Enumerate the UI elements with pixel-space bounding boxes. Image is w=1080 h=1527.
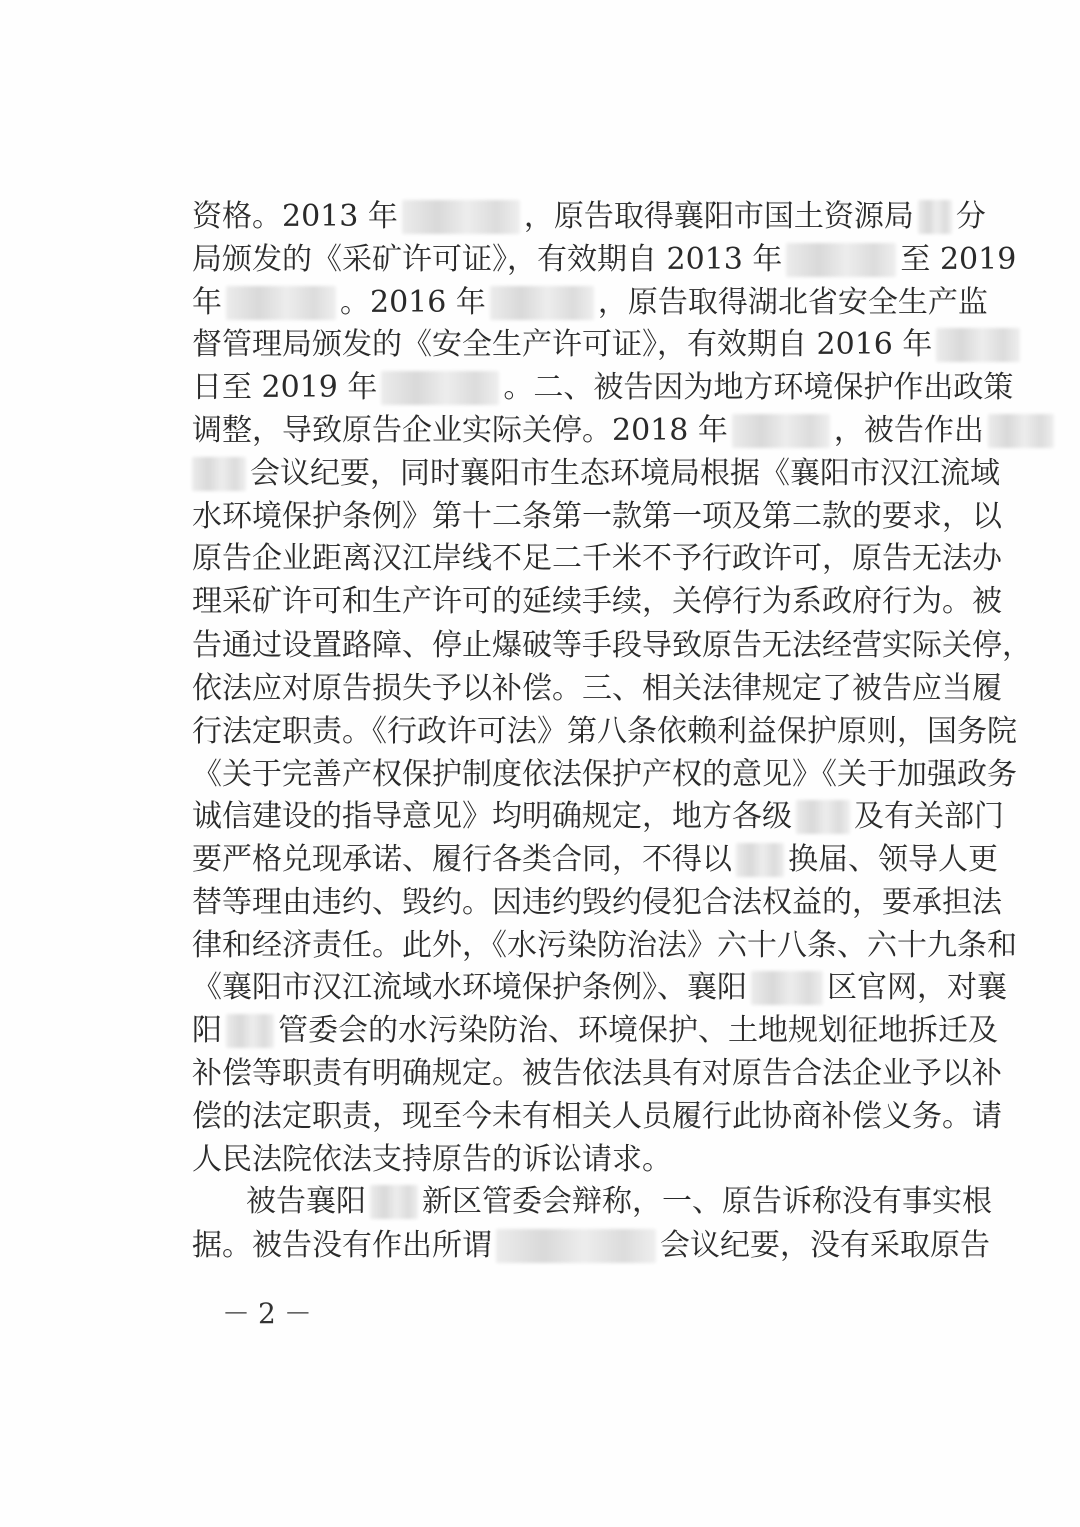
redaction-blur: [732, 414, 830, 448]
text-line: [192, 283, 988, 323]
text-line: [192, 669, 1002, 709]
text-line: [192, 1097, 1002, 1137]
text-segment: 律和经济责任。此外，《水污染防治法》六十八条、六十九条和: [192, 928, 1017, 963]
text-line: [192, 797, 1004, 837]
text-segment: 替等理由违约、毁约。因违约毁约侵犯合法权益的，要承担法: [192, 885, 1002, 920]
text-line: [192, 626, 1032, 666]
text-line: [192, 712, 1017, 752]
text-segment: 区官网，对襄: [827, 970, 1007, 1005]
text-segment: 会议纪要，没有采取原告: [660, 1228, 990, 1263]
text-segment: 年: [192, 285, 222, 320]
text-segment: 要严格兑现承诺、履行各类合同，不得以: [192, 842, 732, 877]
text-segment: 理采矿许可和生产许可的延续手续，关停行为系政府行为。被: [192, 584, 1002, 619]
redaction-blur: [786, 243, 896, 277]
text-segment: 局颁发的《采矿许可证》，有效期自 2013 年: [192, 242, 783, 277]
text-line: [192, 755, 1017, 795]
redaction-blur: [751, 971, 823, 1005]
text-line: [192, 539, 1002, 579]
text-line: [192, 197, 986, 237]
text-line: [192, 368, 1014, 408]
text-segment: 被告襄阳: [246, 1184, 366, 1219]
redaction-blur: [402, 200, 520, 234]
text-segment: 。2016 年: [340, 285, 486, 320]
text-segment: 资格。2013 年: [192, 199, 398, 234]
page-number: －2－: [222, 1297, 320, 1330]
redaction-blur: [496, 1229, 656, 1263]
text-segment: 及有关部门: [854, 799, 1004, 834]
text-line: [192, 325, 933, 365]
text-line: [192, 1011, 998, 1051]
redaction-blur: [796, 800, 850, 834]
text-segment: 水环境保护条例》第十二条第一款第一项及第二款的要求，以: [192, 499, 1002, 534]
text-line: [192, 1226, 990, 1266]
text-segment: ，原告取得湖北省安全生产监: [597, 285, 988, 320]
redaction-blur: [226, 1014, 274, 1048]
redaction-blur: [988, 414, 1054, 448]
text-segment: 人民法院依法支持原告的诉讼请求。: [192, 1142, 672, 1177]
text-segment: 管委会的水污染防治、环境保护、土地规划征地拆迁及: [278, 1013, 998, 1048]
text-segment: 阳: [192, 1013, 222, 1048]
text-segment: 行法定职责。《行政许可法》第八条依赖利益保护原则，国务院: [192, 714, 1017, 749]
text-segment: 《关于完善产权保护制度依法保护产权的意见》《关于加强政务: [192, 757, 1017, 792]
text-segment: 《襄阳市汉江流域水环境保护条例》、襄阳: [192, 970, 747, 1005]
text-segment: 据。被告没有作出所谓: [192, 1228, 492, 1263]
redaction-blur: [370, 1185, 418, 1219]
redaction-blur: [226, 286, 336, 320]
text-segment: 换届、领导人更: [788, 842, 998, 877]
text-segment: ，被告作出: [833, 413, 984, 448]
text-segment: 偿的法定职责，现至今未有相关人员履行此协商补偿义务。请: [192, 1099, 1002, 1134]
redaction-blur: [918, 200, 952, 234]
text-line: [192, 883, 1002, 923]
text-segment: 督管理局颁发的《安全生产许可证》，有效期自 2016 年: [192, 327, 933, 362]
text-line: [192, 1054, 1002, 1094]
text-segment: 会议纪要，同时襄阳市生态环境局根据《襄阳市汉江流域: [250, 456, 1000, 491]
text-line: [192, 926, 1017, 966]
text-segment: 告通过设置路障、停止爆破等手段导致原告无法经营实际关停，: [192, 628, 1032, 663]
text-segment: 原告企业距离汉江岸线不足二千米不予行政许可，原告无法办: [192, 541, 1002, 576]
text-segment: 调整，导致原告企业实际关停。2018 年: [192, 413, 728, 448]
text-line: [246, 1182, 992, 1222]
text-line: [192, 1140, 914, 1180]
text-line: [192, 582, 1002, 622]
text-segment: 诚信建设的指导意见》均明确规定，地方各级: [192, 799, 792, 834]
text-line: [192, 840, 998, 880]
text-segment: 至 2019: [900, 242, 1017, 277]
text-segment: ，原告取得襄阳市国土资源局: [523, 199, 914, 234]
text-line: [192, 411, 984, 451]
text-segment: 。二、被告因为地方环境保护作出政策: [503, 370, 1014, 405]
text-line: [192, 454, 1000, 494]
text-segment: 日至 2019 年: [192, 370, 378, 405]
text-segment: 分: [955, 199, 986, 234]
redaction-blur: [192, 457, 246, 491]
text-segment: 依法应对原告损失予以补偿。三、相关法律规定了被告应当履: [192, 671, 1002, 706]
redaction-blur: [936, 328, 1020, 362]
redaction-blur: [490, 286, 594, 320]
redaction-blur: [736, 843, 784, 877]
text-line: [192, 497, 1002, 537]
text-line: [192, 240, 1017, 280]
text-segment: 新区管委会辩称，一、原告诉称没有事实根: [422, 1184, 992, 1219]
text-line: [192, 968, 1007, 1008]
text-segment: 补偿等职责有明确规定。被告依法具有对原告合法企业予以补: [192, 1056, 1002, 1091]
redaction-blur: [381, 371, 499, 405]
